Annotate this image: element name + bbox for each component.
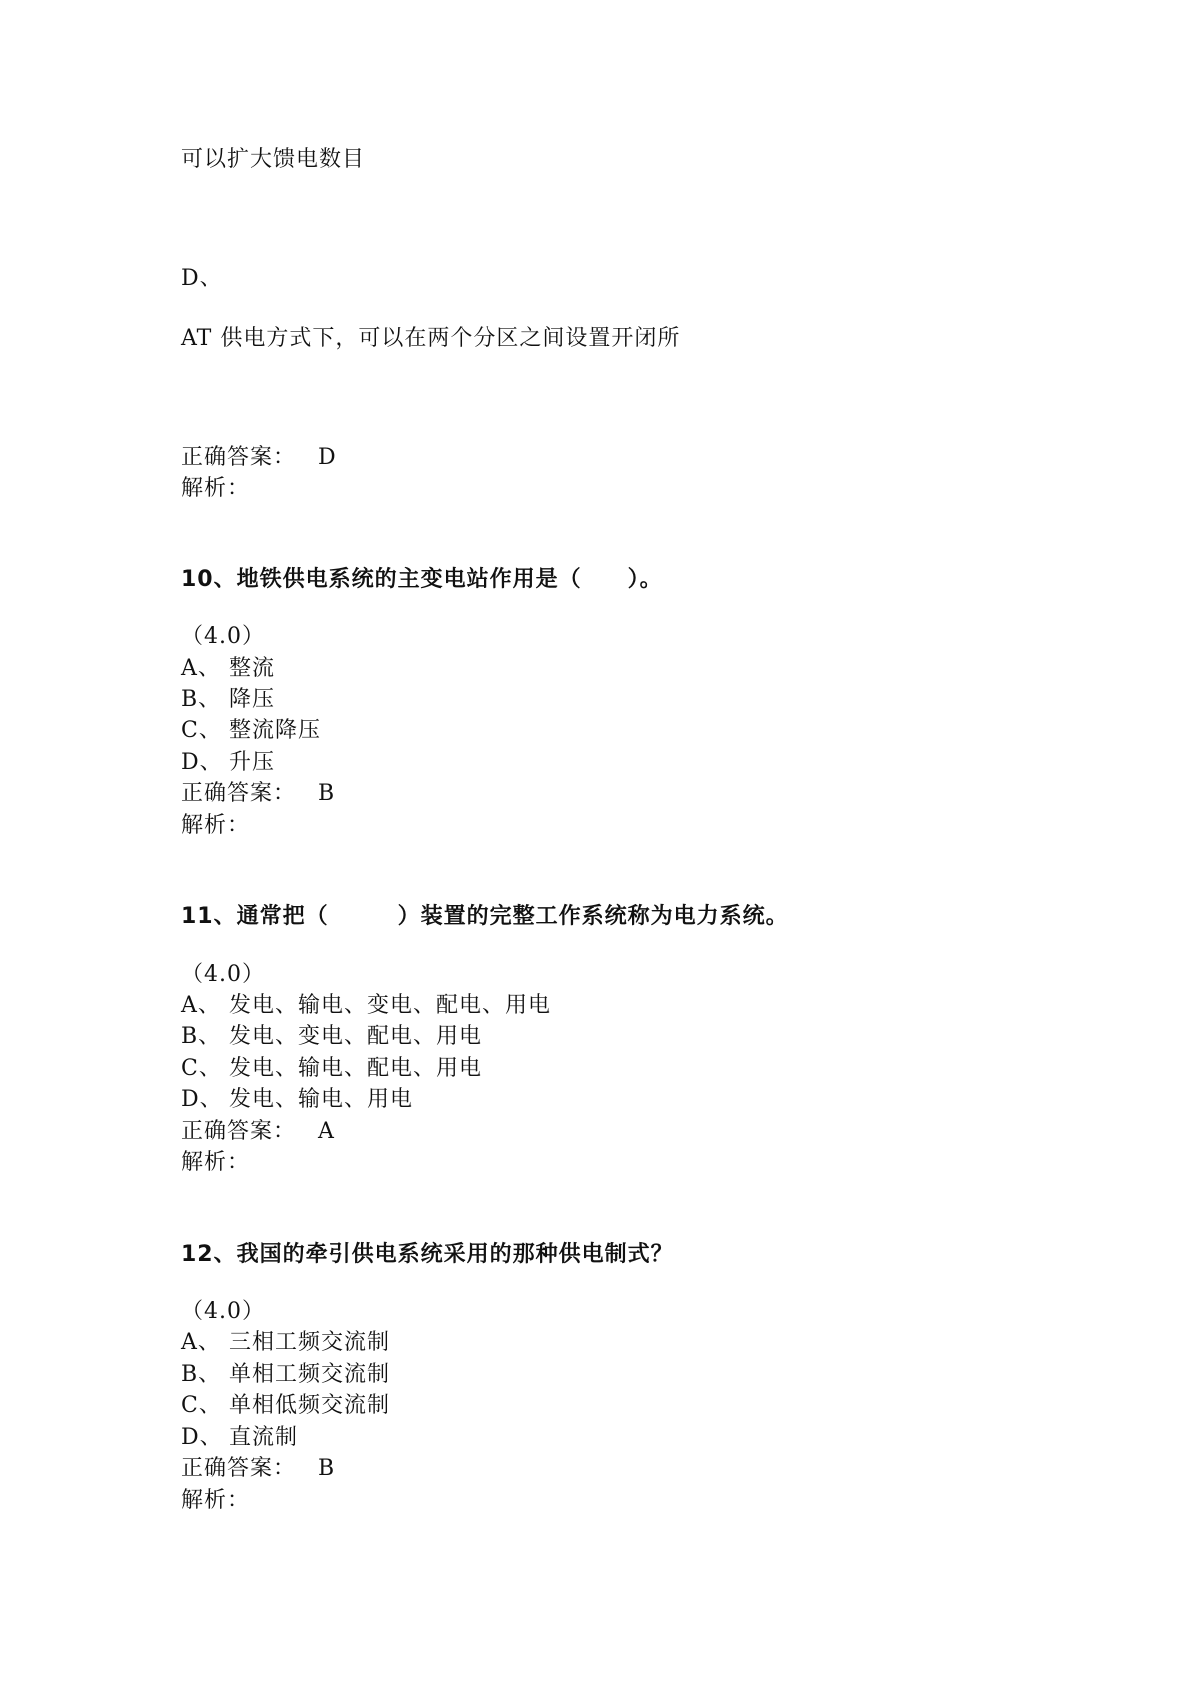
question-12-option-d (181, 1423, 298, 1453)
prev-option-d-label: D、 (181, 266, 223, 291)
option-text: 整流降压 (229, 718, 322, 743)
option-letter: B、 (181, 1362, 222, 1387)
question-12-analysis-label: 解析： (181, 1488, 251, 1513)
question-12-score: （4.0） (181, 1299, 265, 1324)
option-letter: A、 (181, 656, 221, 681)
option-letter: D、 (181, 1425, 223, 1450)
option-letter: A、 (181, 1330, 221, 1355)
option-letter: B、 (181, 1024, 222, 1049)
question-11-score: （4.0） (181, 962, 265, 987)
question-12-title: 12、我国的牵引供电系统采用的那种供电制式？ (181, 1242, 674, 1267)
option-text: 三相工频交流制 (229, 1330, 391, 1355)
question-10-analysis-label: 解析： (181, 813, 251, 838)
answer-label: 正确答案： (181, 1119, 297, 1144)
option-text: 单相工频交流制 (229, 1362, 391, 1387)
answer-label: 正确答案： (181, 445, 297, 470)
prev-option-d-text: AT 供电方式下，可以在两个分区之间设置开闭所 (181, 326, 681, 351)
answer-value: A (318, 1119, 335, 1144)
option-letter: B、 (181, 687, 222, 712)
question-10-option-d (181, 748, 275, 778)
answer-value: B (318, 1456, 336, 1481)
question-10-option-b (181, 685, 275, 715)
option-text: 发电、输电、变电、配电、用电 (229, 993, 552, 1018)
question-11-option-a (181, 991, 551, 1021)
option-letter: C、 (181, 1056, 222, 1081)
option-text: 发电、输电、用电 (229, 1087, 414, 1112)
option-letter: C、 (181, 718, 222, 743)
question-11-analysis-label: 解析： (181, 1150, 251, 1175)
question-11-option-d (181, 1085, 413, 1115)
option-letter: D、 (181, 1087, 223, 1112)
option-text: 发电、变电、配电、用电 (229, 1024, 483, 1049)
prev-answer-line (181, 443, 337, 473)
answer-value: B (318, 781, 336, 806)
answer-label: 正确答案： (181, 781, 297, 806)
option-text: 单相低频交流制 (229, 1393, 391, 1418)
question-11-answer-line (181, 1117, 335, 1147)
option-text: 降压 (229, 687, 276, 712)
option-text: 升压 (229, 750, 276, 775)
prev-option-c-text: 可以扩大馈电数目 (181, 147, 366, 172)
question-12-answer-line (181, 1454, 335, 1484)
question-11-title: 11、通常把（ ）装置的完整工作系统称为电力系统。 (181, 904, 789, 929)
option-text: 发电、输电、配电、用电 (229, 1056, 483, 1081)
question-11-option-b (181, 1022, 482, 1052)
prev-analysis-label: 解析： (181, 476, 251, 501)
question-12-option-b (181, 1360, 390, 1390)
option-text: 整流 (229, 656, 276, 681)
option-letter: D、 (181, 750, 223, 775)
question-10-title: 10、地铁供电系统的主变电站作用是（ ）。 (181, 567, 663, 592)
question-10-option-a (181, 654, 275, 684)
question-11-option-c (181, 1054, 482, 1084)
option-letter: A、 (181, 993, 221, 1018)
question-12-option-a (181, 1328, 390, 1358)
question-10-answer-line (181, 779, 335, 809)
answer-value: D (318, 445, 337, 470)
question-10-option-c (181, 716, 321, 746)
question-10-score: （4.0） (181, 624, 265, 649)
answer-label: 正确答案： (181, 1456, 297, 1481)
option-text: 直流制 (229, 1425, 299, 1450)
question-12-option-c (181, 1391, 390, 1421)
option-letter: C、 (181, 1393, 222, 1418)
